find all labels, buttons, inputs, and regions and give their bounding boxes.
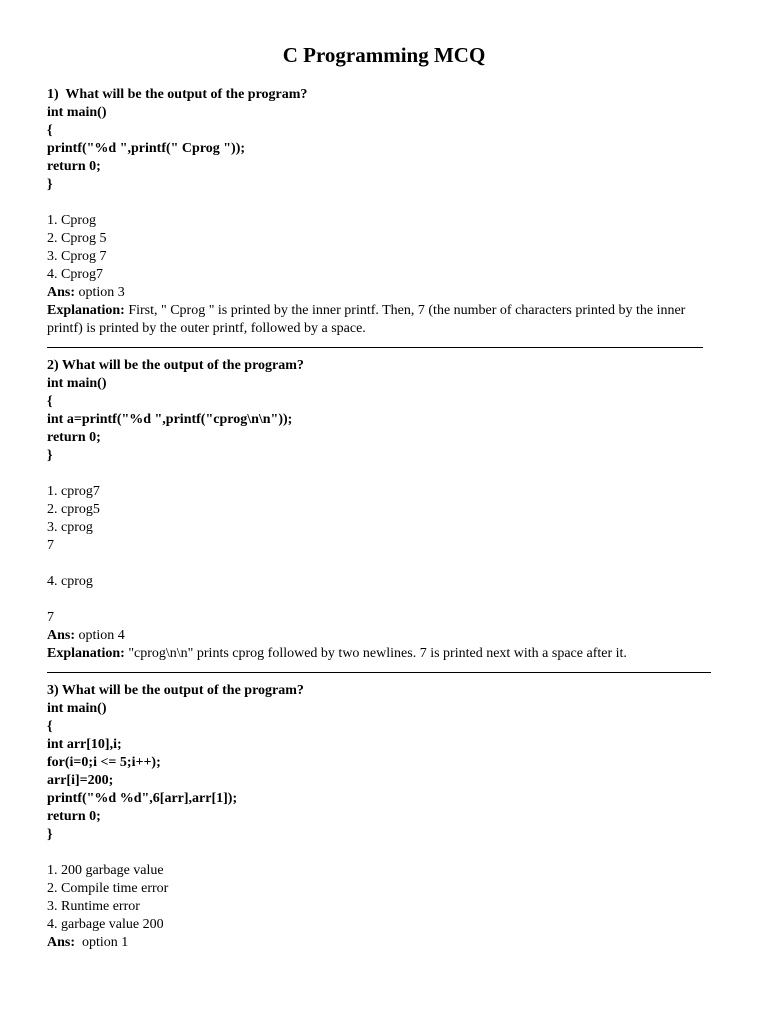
answer-value: option 3	[75, 285, 125, 300]
divider	[47, 672, 711, 673]
spacer	[47, 844, 768, 862]
question-block-2	[47, 357, 768, 663]
answer-value: option 1	[75, 935, 129, 950]
page-title: C Programming MCQ	[282, 43, 486, 67]
answer-line	[47, 627, 768, 645]
option-item: 4. garbage value 200	[47, 917, 164, 932]
explanation-label: Explanation:	[47, 303, 125, 318]
answer-line	[47, 284, 768, 302]
code-line: int main()	[47, 701, 107, 716]
question-block-3	[47, 682, 768, 952]
code-line: }	[47, 448, 53, 463]
answer-label: Ans:	[47, 935, 76, 950]
explanation-label: Explanation:	[47, 646, 125, 661]
answer-label: Ans:	[47, 285, 76, 300]
code-line: printf("%d %d",6[arr],arr[1]);	[47, 791, 238, 806]
option-item: 3. Cprog 7	[47, 249, 107, 264]
code-line: printf("%d ",printf(" Cprog "));	[47, 141, 246, 156]
explanation	[47, 302, 707, 338]
spacer	[47, 194, 768, 212]
code-line: int arr[10],i;	[47, 737, 122, 752]
code-line: }	[47, 177, 53, 192]
answer-label: Ans:	[47, 628, 76, 643]
code-line: int main()	[47, 105, 107, 120]
question-text: 2) What will be the output of the program?	[47, 358, 304, 373]
option-item: 1. Cprog	[47, 213, 96, 228]
explanation-text: "cprog\n\n" prints cprog followed by two newlines. 7 is printed next with a space after it.	[124, 646, 627, 661]
option-item: 2. Compile time error	[47, 881, 169, 896]
code-line: return 0;	[47, 809, 101, 824]
option-item: 2. Cprog 5	[47, 231, 107, 246]
code-line: {	[47, 719, 53, 734]
answer-value: option 4	[75, 628, 125, 643]
code-line: int main()	[47, 376, 107, 391]
code-line: arr[i]=200;	[47, 773, 114, 788]
code-line: return 0;	[47, 430, 101, 445]
code-line: int a=printf("%d ",printf("cprog\n\n"));	[47, 412, 293, 427]
spacer	[47, 465, 768, 483]
answer-line	[47, 934, 768, 952]
option-item	[47, 555, 768, 573]
question-block-1	[47, 86, 768, 338]
option-item: 1. 200 garbage value	[47, 863, 164, 878]
code-line: {	[47, 394, 53, 409]
explanation-text: First, " Cprog " is printed by the inner printf. Then, 7 (the number of characters printed by the inner printf) is printed by the outer printf, followed by a space.	[47, 303, 686, 336]
code-line: for(i=0;i <= 5;i++);	[47, 755, 161, 770]
option-item	[47, 591, 768, 609]
option-item: 2. cprog5	[47, 502, 100, 517]
option-item: 1. cprog7	[47, 484, 100, 499]
option-item: 7	[47, 610, 54, 625]
option-item: 4. Cprog7	[47, 267, 103, 282]
divider	[47, 347, 703, 348]
question-text: 1) What will be the output of the program?	[47, 87, 308, 102]
option-item: 7	[47, 538, 54, 553]
code-line: }	[47, 827, 53, 842]
question-text: 3) What will be the output of the program?	[47, 683, 304, 698]
option-item: 3. cprog	[47, 520, 93, 535]
explanation	[47, 645, 707, 663]
code-line: return 0;	[47, 159, 101, 174]
code-line: {	[47, 123, 53, 138]
option-item: 4. cprog	[47, 574, 93, 589]
option-item: 3. Runtime error	[47, 899, 140, 914]
